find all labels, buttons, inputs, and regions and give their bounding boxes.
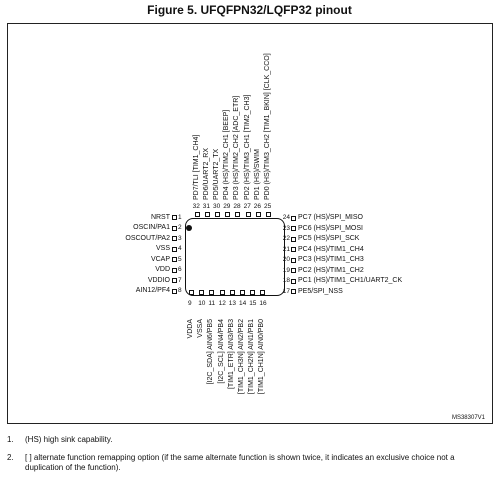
pin-14-pad xyxy=(240,290,245,295)
pin-28-pad xyxy=(235,212,240,217)
pin-6-label: VDD xyxy=(155,266,170,273)
pin-12-number: 12 xyxy=(218,300,226,307)
pin-19-label: PC2 (HS)/TIM1_CH2 xyxy=(298,266,364,274)
pin-21-pad xyxy=(291,247,296,252)
pin-21-label: PC4 (HS)/TIM1_CH4 xyxy=(298,245,364,253)
pin-32-label: PD7/TLI [TIM1_CH4] xyxy=(192,134,200,200)
pin-4-number: 4 xyxy=(178,245,182,252)
pin-2-label: OSCIN/PA1 xyxy=(133,224,170,231)
pin-11-pad xyxy=(209,290,214,295)
pin-18-pad xyxy=(291,279,296,284)
pin-9-pad xyxy=(189,290,194,295)
pin-30-pad xyxy=(215,212,220,217)
pin-25-label: PD0 (HS)/TIM3_CH2 [TIM1_BKIN] [CLK_CCO] xyxy=(264,53,271,200)
figure-code: MS38307V1 xyxy=(451,415,485,421)
pin-6-pad xyxy=(172,268,177,273)
pin-24-label: PC7 (HS)/SPI_MISO xyxy=(298,214,363,221)
pin-3-pad xyxy=(172,236,177,241)
pin-32-number: 32 xyxy=(192,203,200,210)
pin-2-number: 2 xyxy=(178,224,182,231)
pin-20-pad xyxy=(291,258,296,263)
pin-6-number: 6 xyxy=(178,266,182,273)
pin-14-label: [TIM1_CH3N] AIN2/PB2 xyxy=(238,319,245,395)
pin-9-number: 9 xyxy=(188,300,192,307)
pin-19-pad xyxy=(291,268,296,273)
pin-17-pad xyxy=(291,289,296,294)
pin-23-pad xyxy=(291,226,296,231)
pin-30-label: PD5/UART2_TX xyxy=(213,148,220,200)
pin-13-label: [TIM1_ETR] AIN3/PB3 xyxy=(227,319,235,390)
pin-20-number: 20 xyxy=(282,256,290,263)
pin-15-label: [TIM1_CH2N] AIN1/PB1 xyxy=(248,319,256,395)
pin-29-number: 29 xyxy=(223,203,231,210)
pin-26-pad xyxy=(256,212,261,217)
pin-21-number: 21 xyxy=(282,245,290,253)
pin-7-number: 7 xyxy=(178,276,182,284)
pin-16-pad xyxy=(260,290,265,295)
pin-3-label: OSCOUT/PA2 xyxy=(125,234,170,242)
pin-26-label: PD1 (HS)/SWIM xyxy=(253,149,261,200)
pin-22-pad xyxy=(291,237,296,242)
pin-22-number: 22 xyxy=(282,235,290,242)
pin-10-number: 10 xyxy=(198,300,206,307)
pin-15-number: 15 xyxy=(249,300,257,307)
pin-29-label: PD4 (HS)/TIM2_CH1 [BEEP] xyxy=(223,109,231,200)
pin-31-label: PD6/UART2_RX xyxy=(202,147,210,200)
pin-27-number: 27 xyxy=(243,203,251,210)
pin-8-number: 8 xyxy=(178,287,182,294)
pin-13-pad xyxy=(230,290,235,295)
pin-8-label: AIN12/PF4 xyxy=(135,287,170,294)
pin-16-label: [TIM1_CH1N] AIN0/PB0 xyxy=(258,319,266,395)
note-1-text: (HS) high sink capability. xyxy=(25,435,113,444)
pin-7-label: VDDIO xyxy=(147,276,170,284)
pin-1-pad xyxy=(172,215,177,220)
pin-14-number: 14 xyxy=(239,300,247,307)
pin-24-pad xyxy=(291,216,296,221)
pin-23-number: 23 xyxy=(282,224,290,232)
pin-11-label: [I2C_SDA] AIN6/PB5 xyxy=(207,319,215,385)
pin-22-label: PC5 (HS)/SPI_SCK xyxy=(298,235,360,242)
pin-18-number: 18 xyxy=(282,277,290,284)
pin-30-number: 30 xyxy=(213,203,221,210)
pin-23-label: PC6 (HS)/SPI_MOSI xyxy=(298,224,363,232)
note-1-number: 1. xyxy=(7,435,14,444)
pin1-marker-dot xyxy=(186,225,192,231)
pin-11-number: 11 xyxy=(208,300,216,307)
note-1 xyxy=(7,435,487,445)
pin-31-pad xyxy=(205,212,210,217)
pin-10-pad xyxy=(199,290,204,295)
pin-28-label: PD3 (HS)/TIM2_CH2 [ADC_ETR] xyxy=(233,95,241,200)
pin-19-number: 19 xyxy=(282,266,290,274)
pin-10-label: VSSA xyxy=(197,319,205,338)
pin-15-pad xyxy=(250,290,255,295)
pin-32-pad xyxy=(195,212,200,217)
pin-1-number: 1 xyxy=(178,213,182,221)
pin-4-label: VSS xyxy=(155,245,170,252)
pin-1-label: NRST xyxy=(150,213,170,221)
chip-body xyxy=(185,218,285,296)
pin-17-label: PE5/SPI_NSS xyxy=(298,287,343,295)
pin-25-number: 25 xyxy=(264,203,272,210)
pin-8-pad xyxy=(172,289,177,294)
pin-16-number: 16 xyxy=(259,300,267,307)
pin-17-number: 17 xyxy=(282,287,290,295)
pin-3-number: 3 xyxy=(178,234,182,242)
note-2-number: 2. xyxy=(7,453,14,462)
pin-24-number: 24 xyxy=(282,214,290,221)
pin-12-label: [I2C_SCL] AIN4/PB4 xyxy=(217,319,225,384)
pin-4-pad xyxy=(172,247,177,252)
pin-9-label: VDDA xyxy=(187,319,194,339)
pin-13-number: 13 xyxy=(228,300,237,307)
note-2-text: [ ] alternate function remapping option (if the same alternate function is shown twice, it indicates an exclusive choice not a duplication of the function). xyxy=(25,453,455,472)
pin-27-pad xyxy=(246,212,251,217)
pin-2-pad xyxy=(172,226,177,231)
pin-5-number: 5 xyxy=(178,255,182,263)
note-2 xyxy=(7,453,487,473)
pin-5-pad xyxy=(172,257,177,262)
pin-20-label: PC3 (HS)/TIM1_CH3 xyxy=(298,256,364,263)
figure-title: Figure 5. UFQFPN32/LQFP32 pinout xyxy=(147,3,352,17)
pin-25-pad xyxy=(266,212,271,217)
pin-28-number: 28 xyxy=(233,203,241,210)
pin-18-label: PC1 (HS)/TIM1_CH1/UART2_CK xyxy=(298,277,403,284)
pin-29-pad xyxy=(225,212,230,217)
pin-12-pad xyxy=(220,290,225,295)
pin-7-pad xyxy=(172,278,177,283)
pin-27-label: PD2 (HS)/TIM3_CH1 [TIM2_CH3] xyxy=(243,94,251,200)
pin-5-label: VCAP xyxy=(150,255,170,263)
pin-31-number: 31 xyxy=(202,203,211,210)
pin-26-number: 26 xyxy=(253,203,262,210)
